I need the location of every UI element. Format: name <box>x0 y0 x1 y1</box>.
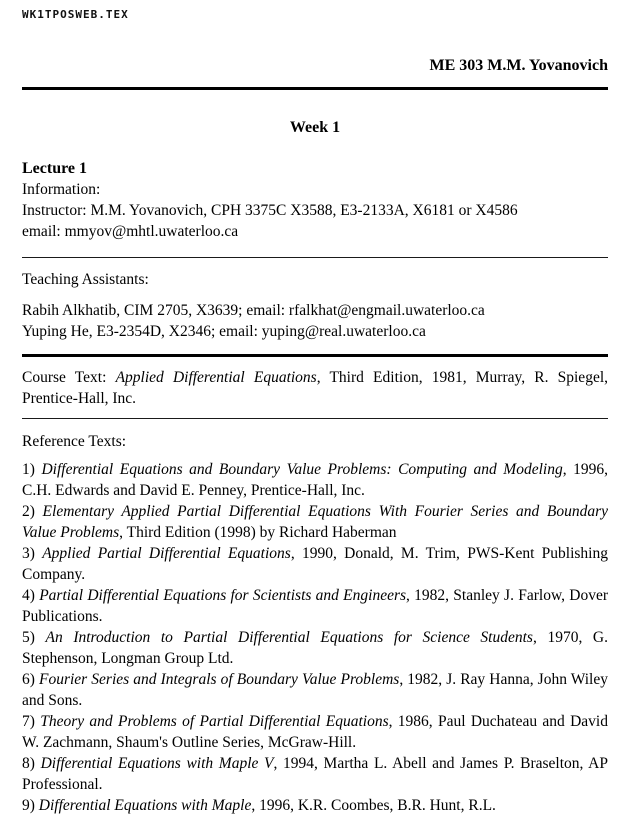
section-divider-thin <box>22 418 608 419</box>
reference-number: 7) <box>22 713 41 730</box>
reference-item <box>22 711 608 753</box>
reference-details: , 1986, Paul Duchateau and David W. Zachmann, Shaum's Outline Series, McGraw-Hill. <box>22 713 608 751</box>
reference-number: 4) <box>22 587 40 604</box>
reference-title: Elementary Applied Partial Differential Equations With Fourier Series and Boundary Value Problems <box>22 503 608 541</box>
reference-item <box>22 669 608 711</box>
ta-line: Rabih Alkhatib, CIM 2705, X3639; email: rfalkhat@engmail.uwaterloo.ca <box>22 302 485 319</box>
section-divider-thick <box>22 354 608 357</box>
week-title: Week 1 <box>289 119 341 136</box>
header-divider-thick <box>22 87 608 90</box>
reference-number: 9) <box>22 797 39 814</box>
email-line: email: mmyov@mhtl.uwaterloo.ca <box>22 223 239 240</box>
course-text-details: , Third Edition, 1981, Murray, R. Spiegel, Prentice-Hall, Inc. <box>22 369 608 407</box>
section-divider-thin <box>22 257 608 258</box>
lecture-title: Lecture 1 <box>22 160 88 177</box>
reference-title: Differential Equations and Boundary Value Problems: Computing and Modeling <box>41 461 563 478</box>
reference-title: Fourier Series and Integrals of Boundary Value Problems <box>39 671 400 688</box>
course-text-label: Course Text: <box>22 369 116 386</box>
reference-details: , 1990, Donald, M. Trim, PWS-Kent Publishing Company. <box>22 545 608 583</box>
ta-line: Yuping He, E3-2354D, X2346; email: yuping@real.uwaterloo.ca <box>22 323 426 340</box>
reference-details: , 1996, C.H. Edwards and David E. Penney, Prentice-Hall, Inc. <box>22 461 608 499</box>
reference-details: , 1982, J. Ray Hanna, John Wiley and Sons. <box>22 671 608 709</box>
reference-number: 6) <box>22 671 39 688</box>
course-text-paragraph <box>22 367 608 409</box>
reference-title: Partial Differential Equations for Scientists and Engineers <box>39 587 407 604</box>
reference-number: 1) <box>22 461 42 478</box>
reference-details: , 1996, K.R. Coombes, B.R. Hunt, R.L. <box>251 797 496 814</box>
reference-item <box>22 543 608 585</box>
tex-filename: WK1TPOSWEB.TEX <box>22 8 129 21</box>
teaching-assistants-heading: Teaching Assistants: <box>22 271 149 288</box>
reference-title: An Introduction to Partial Differential Equations for Science Students <box>45 629 533 646</box>
information-label: Information: <box>22 181 101 198</box>
reference-item <box>22 585 608 627</box>
reference-title: Differential Equations with Maple <box>38 797 252 814</box>
reference-item <box>22 501 608 543</box>
reference-number: 2) <box>22 503 43 520</box>
reference-details: , Third Edition (1998) by Richard Haberman <box>119 524 397 541</box>
reference-title: Applied Partial Differential Equations <box>42 545 291 562</box>
course-text-title: Applied Differential Equations <box>115 369 317 386</box>
reference-texts-heading: Reference Texts: <box>22 433 127 450</box>
reference-number: 3) <box>22 545 43 562</box>
course-header: ME 303 M.M. Yovanovich <box>429 57 608 74</box>
reference-item <box>22 627 608 669</box>
reference-details: , 1970, G. Stephenson, Longman Group Ltd. <box>22 629 608 667</box>
reference-item <box>22 795 608 816</box>
reference-item <box>22 459 608 501</box>
reference-item <box>22 753 608 795</box>
reference-number: 8) <box>22 755 41 772</box>
reference-number: 5) <box>22 629 46 646</box>
reference-details: , 1982, Stanley J. Farlow, Dover Publications. <box>22 587 609 625</box>
instructor-line: Instructor: M.M. Yovanovich, CPH 3375C X3588, E3-2133A, X6181 or X4586 <box>22 202 518 219</box>
reference-details: , 1994, Martha L. Abell and James P. Braselton, AP Professional. <box>22 755 608 793</box>
reference-title: Differential Equations with Maple V <box>40 755 274 772</box>
reference-title: Theory and Problems of Partial Differential Equations <box>40 713 389 730</box>
